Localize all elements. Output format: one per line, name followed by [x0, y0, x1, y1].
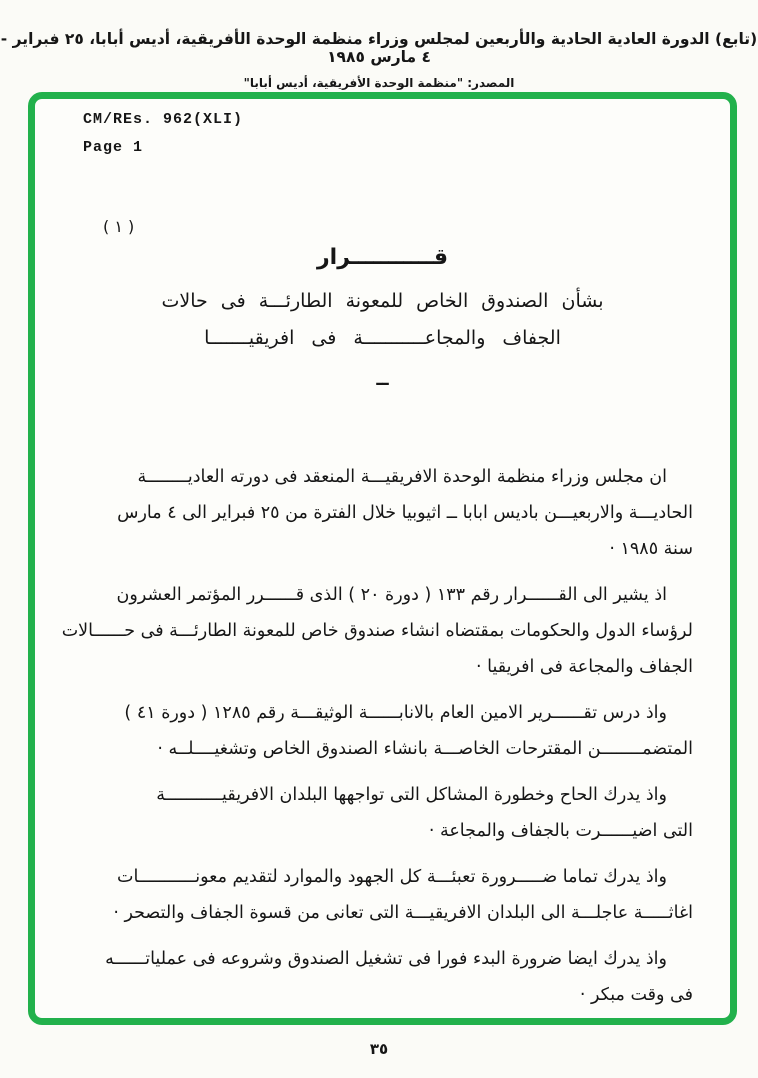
resolution-title: قـــــــــــرار [316, 245, 448, 270]
source-caption: المصدر: "منظمة الوحدة الأفريقية، أديس أبابا" [243, 76, 515, 90]
paragraph [69, 941, 693, 1013]
paragraph-line: الجفاف والمجاعة فى افريقيا · [475, 657, 693, 677]
paragraph-line: واذ درس تقــــــرير الامين العام بالانابــــــة الوثيقـــة رقم ١٢٨٥ ( دورة ٤١ ) [124, 703, 667, 723]
paragraph [69, 859, 693, 931]
paragraph-line: ان مجلس وزراء منظمة الوحدة الافريقيـــة المنعقد فى دورته العاديــــــــة [137, 467, 667, 487]
paragraph-line: الحاديـــة والاربعيـــن باديس ابابا ــ اثيوبيا خلال الفترة من ٢٥ فبراير الى ٤ مارس [117, 503, 693, 523]
paragraph-line: فى وقت مبكر · [579, 985, 693, 1005]
session-title: (تابع) الدورة العادية الحادية والأربعين لمجلس وزراء منظمة الوحدة الأفريقية، أديس أبابا، ٢٥ فبراير - ٤ مارس ١٩٨٥ [0, 30, 758, 66]
resolution-subject-line1: بشأن الصندوق الخاص للمعونة الطارئـــة فى حالات [161, 290, 604, 312]
document-reference-block [83, 111, 243, 156]
paragraph-line: اذ يشير الى القــــــرار رقم ١٣٣ ( دورة ٢٠ ) الذى قــــــرر المؤتمر العشرون [116, 585, 667, 605]
paragraph-line: اغاثـــــة عاجلـــة الى البلدان الافريقيـــة التى تعانى من قسوة الجفاف والتصحر · [113, 903, 693, 923]
page-header [0, 30, 758, 90]
paragraph [69, 695, 693, 767]
paragraph-line: التى اضيــــــرت بالجفاف والمجاعة · [428, 821, 693, 841]
paragraph-line: واذ يدرك الحاح وخطورة المشاكل التى تواجهها البلدان الافريقيـــــــــــة [156, 785, 667, 805]
paragraph [69, 459, 693, 567]
resolution-subject-line2: الجفاف والمجاعـــــــــــة فى افريقيـــــــا [204, 327, 561, 349]
page-number: ٣٥ [369, 1040, 389, 1058]
resolution-reference: CM/REs. 962(XLI) [83, 111, 244, 128]
paragraph-line: المتضمــــــــن المقترحات الخاصـــة بانشاء الصندوق الخاص وتشغيــــلــه · [157, 739, 693, 759]
paragraph-line: واذ يدرك تماما ضـــــرورة تعبئـــة كل الجهود والموارد لتقديم معونـــــــــــات [117, 867, 667, 887]
item-number: ( ١ ) [103, 217, 135, 236]
paragraph [69, 777, 693, 849]
paragraph-line: لرؤساء الدول والحكومات بمقتضاه انشاء صندوق خاص للمعونة الطارئـــة فى حــــــالات [61, 621, 693, 641]
title-separator-dash: ــ [376, 369, 389, 390]
document-body [61, 459, 693, 1023]
paragraph [61, 577, 693, 685]
page-label: Page 1 [83, 139, 144, 156]
paragraph-line: واذ يدرك ايضا ضرورة البدء فورا فى تشغيل الصندوق وشروعه فى عملياتــــــه [105, 949, 667, 969]
title-block [35, 217, 730, 390]
paragraph-line: سنة ١٩٨٥ · [609, 539, 693, 559]
document-frame [28, 92, 737, 1025]
